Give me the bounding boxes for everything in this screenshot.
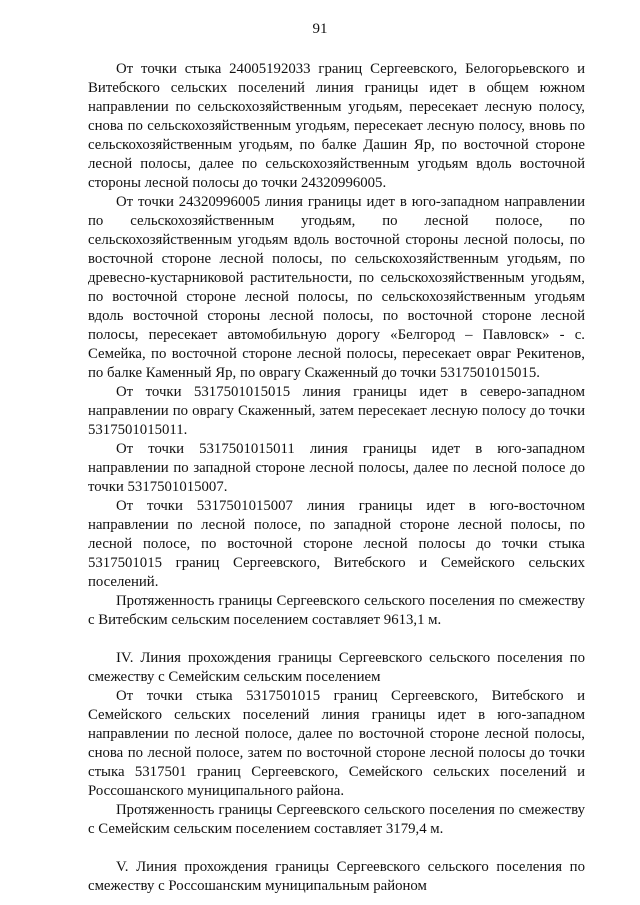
section-heading-v: V. Линия прохождения границы Сергеевского сельского поселения по смежеству с Россошанским муниципальным районом <box>88 859 585 894</box>
section-heading-iv: IV. Линия прохождения границы Сергеевского сельского поселения по смежеству с Семейским сельским поселением <box>88 650 585 685</box>
paragraph: От точки 5317501015007 линия границы идет в юго-восточном направлении по лесной полосе, по западной стороне лесной полосы, по лесной полосе, по восточной стороне лесной полосы до точки стыка 5317501015 границ Сергеевского, Витебского и Семейского сельских поселений. <box>88 498 585 590</box>
paragraph: От точки 5317501015011 линия границы идет в юго-западном направлении по западной стороне лесной полосы, далее по лесной полосе до точки 5317501015007. <box>88 441 585 495</box>
paragraph: Протяженность границы Сергеевского сельского поселения по смежеству с Витебским сельским поселением составляет 9613,1 м. <box>88 593 585 628</box>
page-number: 91 <box>312 21 328 37</box>
paragraph: От точки 24320996005 линия границы идет в юго-западном направлении по сельскохозяйственным угодьям, по лесной полосе, по сельскохозяйственным угодьям вдоль восточной стороны лесной полосы, по восточной стороне лесной полосы, по сельскохозяйственным угодьям, по древесно-кустарниковой растительности, по сельскохозяйственным угодьям, по восточной стороне лесной полосы, по сельскохозяйственным угодьям вдоль восточной стороны лесной полосы, по восточной стороне лесной полосы, пересекает автомобильную дорогу «Белгород – Павловск» - с. Семейка, по восточной стороне лесной полосы, пересекает овраг Рекитенов, по балке Каменный Яр, по оврагу Скаженный до точки 5317501015015. <box>88 194 585 381</box>
section-spacer <box>88 839 585 858</box>
section-spacer <box>88 630 585 649</box>
document-body <box>88 60 585 896</box>
paragraph: От точки стыка 5317501015 границ Сергеевского, Витебского и Семейского сельских поселений линия границы идет в юго-западном направлении по лесной полосе, далее по восточной стороне лесной полосы, снова по лесной полосе, затем по восточной стороне лесной полосы до точки стыка 5317501 границ Сергеевского, Семейского сельских поселений и Россошанского муниципального района. <box>88 688 585 799</box>
paragraph: Протяженность границы Сергеевского сельского поселения по смежеству с Семейским сельским поселением составляет 3179,4 м. <box>88 802 585 837</box>
paragraph: От точки стыка 24005192033 границ Сергеевского, Белогорьевского и Витебского сельских поселений линия границы идет в общем южном направлении по сельскохозяйственным угодьям, пересекает лесную полосу, снова по сельскохозяйственным угодьям, пересекает лесную полосу, вновь по сельскохозяйственным угодьям, по балке Дашин Яр, по восточной стороне лесной полосы, далее по сельскохозяйственным угодьям вдоль восточной стороны лесной полосы до точки 24320996005. <box>88 61 585 191</box>
paragraph: От точки 5317501015015 линия границы идет в северо-западном направлении по оврагу Скаженный, затем пересекает лесную полосу до точки 5317501015011. <box>88 384 585 438</box>
